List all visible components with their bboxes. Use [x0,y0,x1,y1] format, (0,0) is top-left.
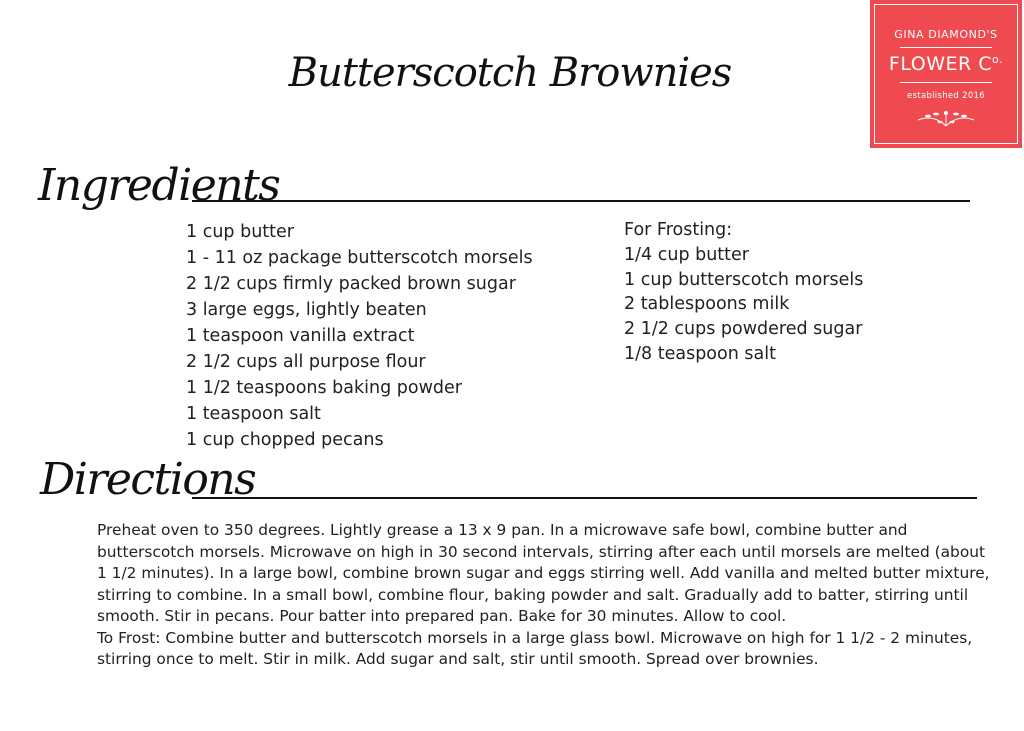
frosting-list [624,218,863,367]
logo-divider [900,47,992,48]
ingredients-list [186,219,533,453]
list-item: 1 teaspoon vanilla extract [186,326,415,346]
ingredients-heading: Ingredients [38,160,280,211]
list-item: 2 1/2 cups powdered sugar [624,319,863,340]
recipe-title: Butterscotch Brownies [288,50,732,96]
directions-heading: Directions [40,454,256,505]
list-item: 1/8 teaspoon salt [624,343,776,364]
floral-sprig-icon [916,108,976,128]
directions-text [97,520,997,671]
logo-brand-name: GINA DIAMOND'S [894,28,998,41]
logo-established: established 2016 [907,91,985,101]
directions-paragraph: Preheat oven to 350 degrees. Lightly grease a 13 x 9 pan. In a microwave safe bowl, combine butter and butterscotch morsels. Microwave on high in 30 second intervals, stirring after each until morsels are melted (about 1 1/2 minutes). In a large bowl, combine brown sugar and eggs stirring well. Add vanilla and melted butter mixture, stirring to combine. In a small bowl, combine flour, baking powder and salt. Gradually add to batter, stirring until smooth. Stir in pecans. Pour batter into prepared pan. Bake for 30 minutes. Allow to cool. [97,521,990,625]
frosting-heading: For Frosting: [624,220,733,240]
list-item: 1/4 cup butter [624,244,749,265]
logo-company: FLOWER $C^{o.}$ [888,53,1004,75]
brand-logo [870,0,1022,148]
logo-divider [900,82,992,83]
list-item: 1 cup chopped pecans [186,430,384,450]
list-item: 1 cup butter [186,222,294,242]
list-item: 1 cup butterscotch morsels [624,269,864,290]
list-item: 2 1/2 cups all purpose flour [186,352,426,372]
list-item: 3 large eggs, lightly beaten [186,300,427,320]
ingredients-rule [192,200,970,202]
list-item: 1 - 11 oz package butterscotch morsels [186,248,533,268]
list-item: 2 1/2 cups firmly packed brown sugar [186,274,516,294]
list-item: 2 tablespoons milk [624,294,790,315]
list-item: 1 1/2 teaspoons baking powder [186,378,462,398]
directions-rule [192,497,977,499]
list-item: 1 teaspoon salt [186,404,321,424]
directions-paragraph: To Frost: Combine butter and butterscotch morsels in a large glass bowl. Microwave on high for 1 1/2 - 2 minutes, stirring once to melt. Stir in milk. Add sugar and salt, stir until smooth. Spread over brownies. [97,628,973,668]
